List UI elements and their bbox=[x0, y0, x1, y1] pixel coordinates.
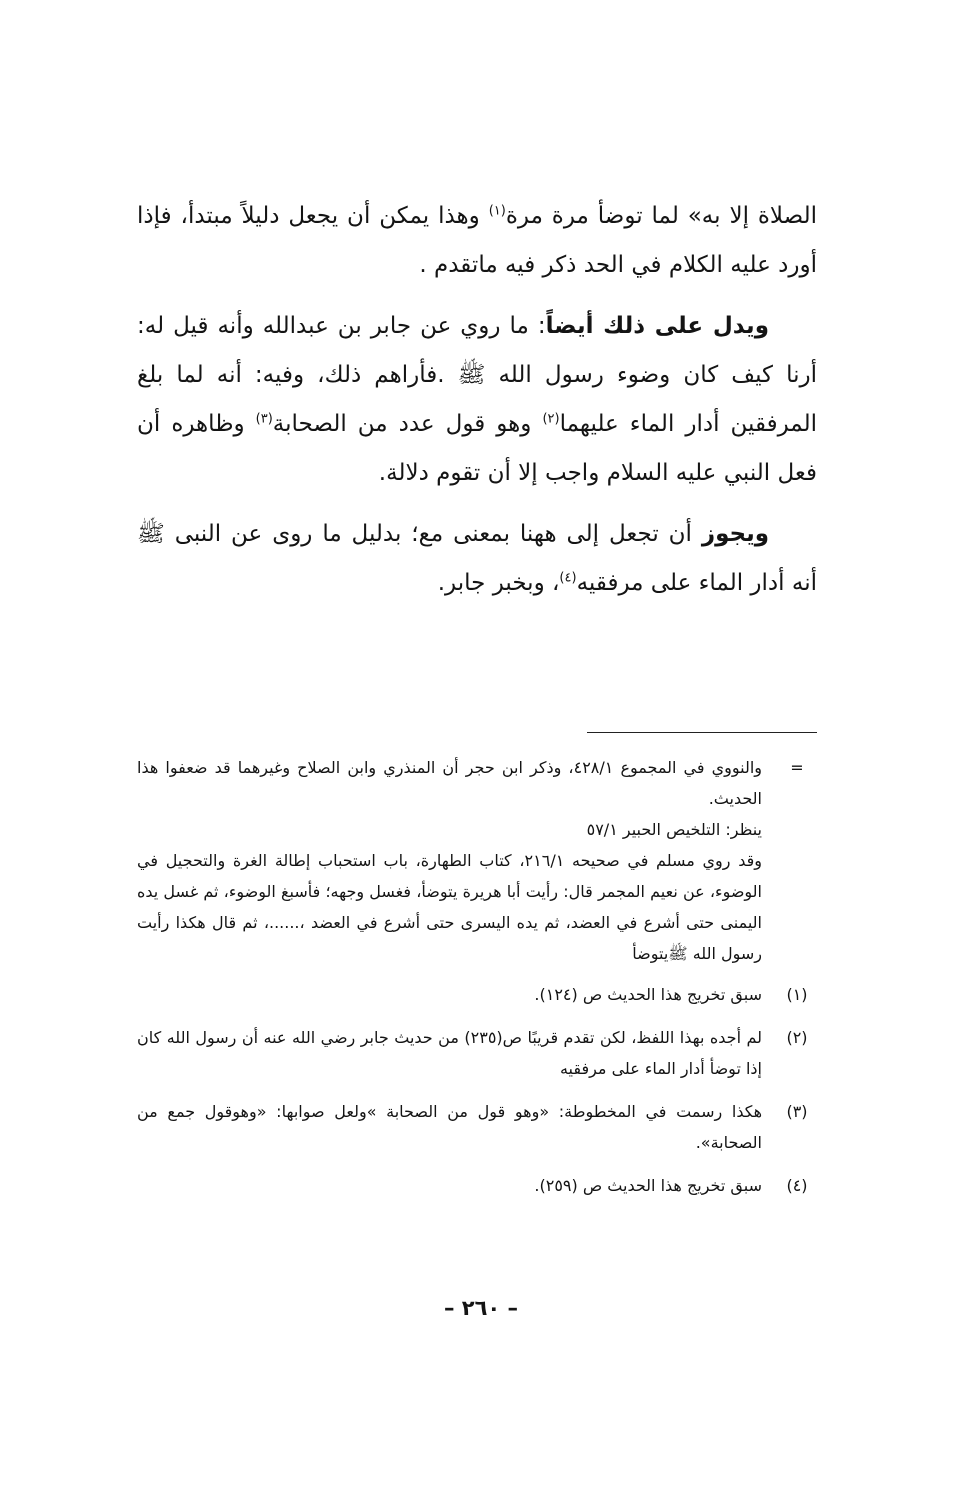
continuation-mark: = bbox=[790, 758, 804, 777]
footnote-3 bbox=[137, 1096, 817, 1158]
paragraph-text: ، وبخبر جابر. bbox=[437, 570, 560, 596]
footnote-text: هكذا رسمت في المخطوطة: «وهو قول من الصحابة »ولعل صوابها: «وهوقول جمع من الصحابة». bbox=[137, 1102, 762, 1152]
paragraph-text: : ما روي عن جابر بن عبدالله وأنه قيل له: أرنا كيف كان وضوء رسول الله ﷺ .فأراهم ذلك، وفيه: أنه لما بلغ المرفقين أدار الماء عليهما bbox=[137, 313, 817, 437]
footnote-1 bbox=[137, 979, 817, 1010]
footnote-number: (٤) bbox=[786, 1176, 808, 1195]
paragraph-text: وظاهره أن فعل النبي عليه السلام واجب إلا أن تقوم دلالة. bbox=[137, 411, 817, 486]
paragraph-text: أن تجعل إلى ههنا بمعنى مع؛ بدليل ما روى عن النبى ﷺ أنه أدار الماء على مرفقيه bbox=[137, 521, 817, 596]
footnote-separator bbox=[587, 732, 817, 733]
footnote-ref: (١) bbox=[488, 203, 506, 219]
footnote-text: سبق تخريج هذا الحديث ص (١٢٤). bbox=[534, 985, 762, 1004]
footnote-ref: (٣) bbox=[255, 411, 273, 427]
continuation-line: وقد روي مسلم في صحيحه ٢١٦/١، كتاب الطهارة، باب استحباب إطالة الغرة والتحجيل في الوضوء، عن نعيم المجمر قال: رأيت أبا هريرة يتوضأ، فغسل وجهه؛ فأسبغ الوضوء، ثم غسل يده اليمنى حتى أشرع في العضد، ثم يده اليسرى حتى أشرع في العضد ،......، ثم قال هكذا رأيت رسول الله ﷺيتوضأ bbox=[137, 851, 762, 963]
paragraph-text: وهو قول عدد من الصحابة bbox=[272, 411, 543, 437]
footnote-number: (١) bbox=[786, 985, 808, 1004]
continuation-line: ينظر: التلخيص الحبير ٥٧/١ bbox=[586, 820, 762, 839]
footnote-number: (٢) bbox=[786, 1028, 808, 1047]
page-number: – ٢٦٠ – bbox=[443, 1296, 519, 1320]
footnote-4 bbox=[137, 1170, 817, 1201]
footnote-ref: (٤) bbox=[559, 570, 577, 586]
footnotes-section bbox=[137, 752, 817, 1213]
footnote-text: سبق تخريج هذا الحديث ص (٢٥٩). bbox=[534, 1176, 762, 1195]
footnote-continuation bbox=[137, 752, 817, 969]
continuation-line: والنووي في المجموع ٤٢٨/١، وذكر ابن حجر أن المنذري وابن الصلاح وغيرهما قد ضعفوا هذا الحديث. bbox=[137, 758, 763, 808]
paragraph-text: وهذا يمكن أن يجعل دليلاً مبتدأ، فإذا أورد عليه الكلام في الحد ذكر فيه ماتقدم . bbox=[137, 203, 817, 278]
paragraph-text: الصلاة إلا به» لما توضأ مرة مرة bbox=[505, 203, 817, 229]
footnote-text: لم أجده بهذا اللفظ، لكن تقدم قريبًا ص(٢٣٥) من حديث جابر رضي الله عنه أن رسول الله كان إذا توضأ أدار الماء على مرفقيه bbox=[137, 1028, 763, 1078]
paragraph-3 bbox=[137, 510, 817, 608]
paragraph-lead: ويجوز bbox=[701, 521, 769, 547]
footnote-2 bbox=[137, 1022, 817, 1084]
paragraph-lead: ويدل على ذلك أيضاً bbox=[545, 313, 769, 339]
main-text bbox=[137, 192, 817, 620]
footnote-ref: (٢) bbox=[542, 411, 560, 427]
paragraph-2 bbox=[137, 302, 817, 498]
footnote-number: (٣) bbox=[786, 1102, 808, 1121]
paragraph-1 bbox=[137, 192, 817, 290]
